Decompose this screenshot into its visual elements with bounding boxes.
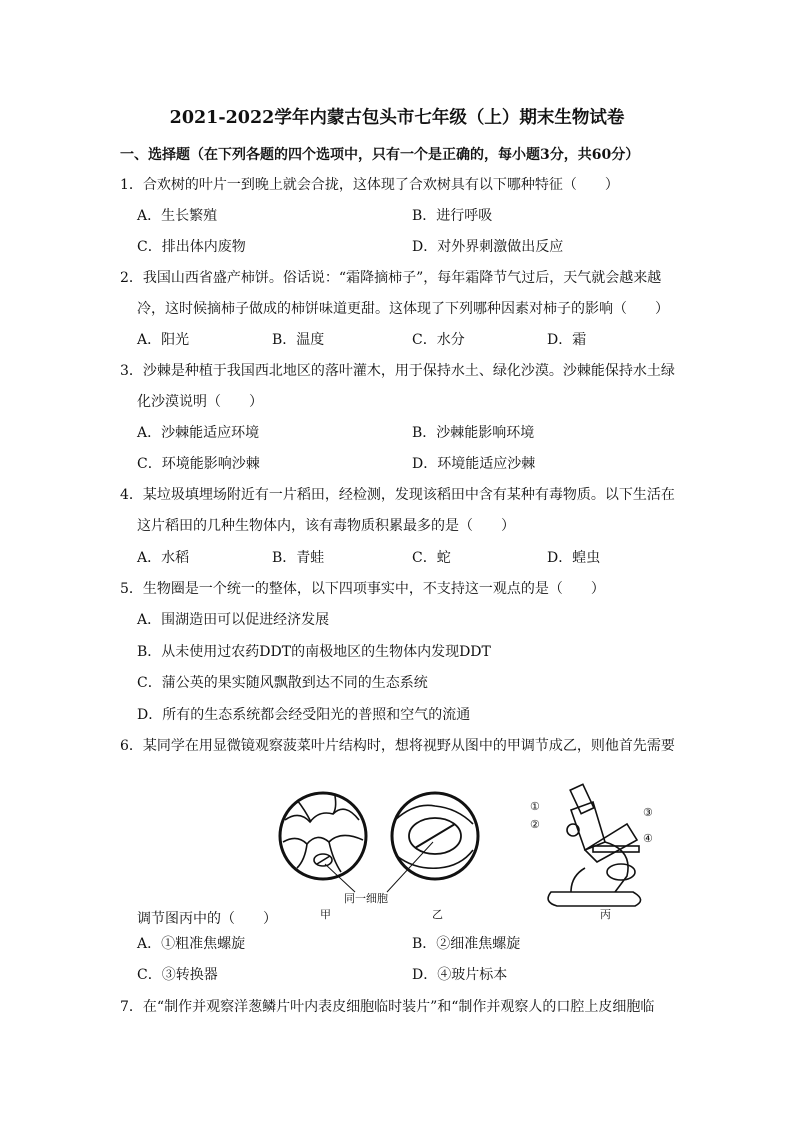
q5-option-b[interactable]: B．从未使用过农药DDT的南极地区的生物体内发现DDT: [137, 644, 491, 660]
question-3-text-line2: 化沙漠说明（ ）: [137, 394, 263, 410]
marker-1: ①: [530, 800, 540, 813]
q1-option-d[interactable]: D．对外界刺激做出反应: [412, 239, 564, 255]
question-7-text: 7．在“制作并观察洋葱鳞片叶内表皮细胞临时装片”和“制作并观察人的口腔上皮细胞临: [120, 999, 655, 1015]
section-heading: 一、选择题（在下列各题的四个选项中，只有一个是正确的，每小题3分，共60分）: [120, 147, 640, 163]
marker-3: ③: [643, 806, 653, 819]
q4-option-b[interactable]: B．青蛙: [272, 550, 325, 566]
q2-option-c[interactable]: C．水分: [412, 332, 465, 348]
microscope-figure: [275, 780, 675, 922]
q5-option-a[interactable]: A．围湖造田可以促进经济发展: [137, 612, 330, 628]
q3-option-b[interactable]: B．沙棘能影响环境: [412, 425, 535, 441]
q3-option-d[interactable]: D．环境能适应沙棘: [412, 456, 536, 472]
question-6-text-line1: 6．某同学在用显微镜观察菠菜叶片结构时，想将视野从图中的甲调节成乙，则他首先需要: [120, 738, 675, 754]
question-1-text: 1．合欢树的叶片一到晚上就会合拢，这体现了合欢树具有以下哪种特征（ ）: [120, 177, 619, 193]
panel-label-c: 丙: [600, 908, 611, 921]
q2-option-d[interactable]: D．霜: [547, 332, 587, 348]
question-5-text: 5．生物圈是一个统一的整体，以下四项事实中，不支持这一观点的是（ ）: [120, 581, 605, 597]
q6-option-d[interactable]: D．④玻片标本: [412, 967, 508, 983]
microscope-diagram: [548, 784, 640, 906]
question-4-text-line2: 这片稻田的几种生物体内，该有毒物质积累最多的是（ ）: [137, 518, 515, 534]
question-4-text-line1: 4．某垃圾填埋场附近有一片稻田，经检测，发现该稻田中含有某种有毒物质。以下生活在: [120, 487, 675, 503]
q1-option-c[interactable]: C．排出体内废物: [137, 239, 246, 255]
question-2-text-line2: 冷，这时候摘柿子做成的柿饼味道更甜。这体现了下列哪种因素对柿子的影响（ ）: [137, 301, 669, 317]
field-a-diagram: [280, 793, 366, 879]
q5-option-d[interactable]: D．所有的生态系统都会经受阳光的普照和空气的流通: [137, 707, 471, 723]
question-2-text-line1: 2．我国山西省盛产柿饼。俗话说：“霜降摘柿子”，每年霜降节气过后，天气就会越来越: [120, 270, 662, 286]
q4-option-d[interactable]: D．蝗虫: [547, 550, 601, 566]
q3-option-a[interactable]: A．沙棘能适应环境: [137, 425, 260, 441]
q6-option-a[interactable]: A．①粗准焦螺旋: [137, 936, 246, 952]
question-6-text-line2: 调节图丙中的（ ）: [137, 911, 277, 927]
marker-2: ②: [530, 818, 540, 831]
q6-option-b[interactable]: B．②细准焦螺旋: [412, 936, 521, 952]
field-b-diagram: [392, 793, 478, 879]
cell-label: 同一细胞: [344, 892, 388, 905]
q5-option-c[interactable]: C．蒲公英的果实随风飘散到达不同的生态系统: [137, 675, 428, 691]
panel-label-b: 乙: [432, 908, 443, 921]
question-3-text-line1: 3．沙棘是种植于我国西北地区的落叶灌木，用于保持水土、绿化沙漠。沙棘能保持水土绿: [120, 363, 675, 379]
q2-option-b[interactable]: B．温度: [272, 332, 325, 348]
page-title: 2021-2022学年内蒙古包头市七年级（上）期末生物试卷: [169, 108, 625, 128]
q2-option-a[interactable]: A．阳光: [137, 332, 190, 348]
q4-option-c[interactable]: C．蛇: [412, 550, 451, 566]
q1-option-b[interactable]: B．进行呼吸: [412, 208, 493, 224]
q4-option-a[interactable]: A．水稻: [137, 550, 190, 566]
panel-label-a: 甲: [320, 908, 331, 921]
q6-option-c[interactable]: C．③转换器: [137, 967, 218, 983]
q3-option-c[interactable]: C．环境能影响沙棘: [137, 456, 260, 472]
marker-4: ④: [643, 832, 653, 845]
q1-option-a[interactable]: A．生长繁殖: [137, 208, 218, 224]
